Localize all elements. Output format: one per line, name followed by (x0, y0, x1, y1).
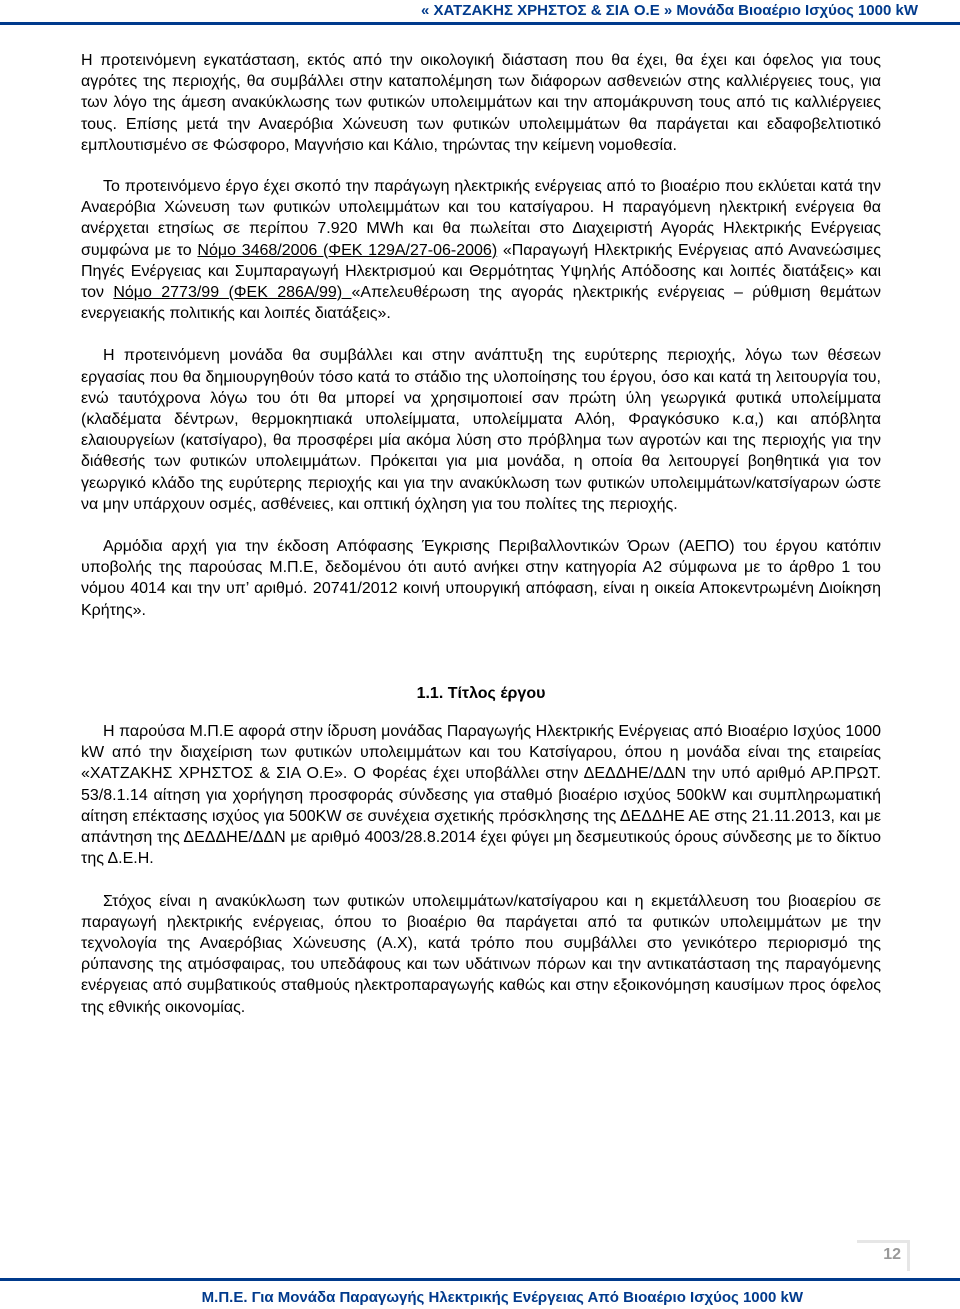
paragraph-2-text-c: «Απελευθέρωση της αγοράς ηλεκτρικής ενέργειας – ρύθμιση θεμάτων ενεργειακής πολιτικής και λοιπές διατάξεις». (81, 284, 882, 323)
law-2773-reference: Νόμο 2773/99 (ΦΕΚ 286Α/99) (113, 284, 352, 302)
footer-text: Μ.Π.Ε. Για Μονάδα Παραγωγής Ηλεκτρικής Ενέργειας Από Βιοαέριο Ισχύος 1000 kW (201, 1289, 803, 1306)
page-number-box (857, 1240, 910, 1271)
paragraph-2 (81, 176, 881, 324)
paragraph-5: Η παρούσα Μ.Π.Ε αφορά στην ίδρυση μονάδας Παραγωγής Ηλεκτρικής Ενέργειας από Βιοαέριο Ισχύος 1000 kW από την διαχείριση των φυτικών υπολειμμάτων και του Κατσίγαρου, όπου η μονάδα είναι της εταιρείας «ΧΑΤΖΑΚΗΣ ΧΡΗΣΤΟΣ & ΣΙΑ Ο.Ε». Ο Φορέας έχει υποβάλλει στην ΔΕΔΔΗΕ/ΔΔΝ την υπό αριθμό ΑΡ.ΠΡΩΤ. 53/8.1.14 αίτηση για χορήγηση προσφοράς σύνδεσης για σταθμό βιοαέριο ισχύος 500kW και συμπληρωματική αίτηση επέκτασης ισχύος για 500KW σε συνέχεια σχετικής πρόσκλησης της ΔΕΔΔΗΕ ΑΕ στης 21.11.2013, και με απάντηση της ΔΕΔΔΗΕ/ΔΔΝ με αριθμό 4003/28.8.2014 έχει φύγει μη δεσμευτικούς όρους σύνδεσης με το δίκτυο της Δ.Ε.Η. (81, 723, 881, 868)
paragraph-4: Αρμόδια αρχή για την έκδοση Απόφασης Έγκρισης Περιβαλλοντικών Όρων (ΑΕΠΟ) του έργου κατόπιν υποβολής της παρούσας Μ.Π.Ε, δεδομένου ότι αυτό ανήκει στην κατηγορία Α2 σύμφωνα με το άρθρο 1 του νόμου 4014 και την υπ’ αριθμό. 20741/2012 κοινή υπουργική απόφαση, είναι η οικεία Αποκεντρωμένη Διοίκηση Κρήτης». (81, 538, 881, 619)
paragraph-6: Στόχος είναι η ανακύκλωση των φυτικών υπολειμμάτων/κατσίγαρου και η εκμετάλλευση του βιοαερίου σε παραγωγή ηλεκτρικής ενέργειας, όπου το βιοαέριο θα παράγεται από τα φυτικών υπολειμμάτων με την τεχνολογία της Αναερόβιας Χώνευσης (Α.Χ), κατά τρόπο που συμβάλλει στο γενικότερο περιορισμό της ρύπανσης της ατμόσφαιρας, του υπεδάφους και των υδάτινων πόρων και την αντικατάσταση της παραγόμενης ενέργειας από συμβατικούς σταθμούς ηλεκτροπαραγωγής καθώς και στην εξοικονόμηση καυσίμων προς όφελος της εθνικής οικονομίας. (81, 892, 881, 1016)
document-body (81, 50, 881, 1018)
section-heading: 1.1. Τίτλος έργου (416, 684, 546, 702)
page-number: 12 (883, 1246, 901, 1263)
header-title: « ΧΑΤΖΑΚΗΣ ΧΡΗΣΤΟΣ & ΣΙΑ Ο.Ε » Μονάδα Βιοαέριο Ισχύος 1000 kW (421, 2, 918, 19)
paragraph-2-text-a: Το προτεινόμενο έργο έχει σκοπό την παράγωγη ηλεκτρικής ενέργειας από το βιοαέριο που εκλύεται κατά την Αναερόβια Χώνευση των φυτικών υπολειμμάτων και του κατσίγαρου. Η παραγόμενη ηλεκτρική ενέργεια θα ανέρχεται ετησίως σε περίπου 7.920 MWh και θα πωλείται στο Διαχειριστή Αγοράς Ηλεκτρικής Ενέργειας συμφώνα με το (81, 178, 881, 259)
paragraph-3: Η προτεινόμενη μονάδα θα συμβάλλει και στην ανάπτυξη της ευρύτερης περιοχής, λόγω των θέσεων εργασίας που θα δημιουργηθούν τόσο κατά το στάδιο της υλοποίησης του έργου, όσο και κατά τη λειτουργία του, ενώ ταυτόχρονα λόγω του ότι θα μπορεί να χρησιμοποιεί σαν πρώτη ύλη γεωργικά φυτικά υπολείμματα (κλαδέματα δέντρων, θερμοκηπιακά υπολείμματα, υπολείμματα Αλόη, Φραγκόσυκο κ.α,) και απόβλητα ελαιουργείων (κατσίγαρο), θα προσφέρει μία ακόμα λύση στο πρόβλημα των αγροτών και της περιοχής για την διάθεσής των φυτικών υπολειμμάτων. Πρόκειται για μια μονάδα, η οποία θα λειτουργεί βοηθητικά για τον γεωργικό κλάδο της ευρύτερης περιοχής και για την ανακύκλωση των φυτικών υπολειμμάτων/κατσίγαρων ώστε να μην υπάρχουν οσμές, ασθένειες, και οπτική όχληση για του πολίτες της περιοχής. (81, 347, 881, 513)
paragraph-1: Η προτεινόμενη εγκατάσταση, εκτός από την οικολογική διάσταση που θα έχει, θα έχει και όφελος για τους αγρότες της περιοχής, θα συμβάλλει στην καταπολέμηση των διάφορων ασθενειών στης καλλιέργειες τους, για των λόγο της άμεση ανακύκλωσης των φυτικών υπολειμμάτων και την απομάκρυνση τους από τις καλλιέργειες τους. Επίσης μετά την Αναερόβια Χώνευση των φυτικών υπολειμμάτων θα παράγεται και εδαφοβελτιοτικό εμπλουτισμένο σε Φώσφορο, Μαγνήσιο και Κάλιο, τηρώντας την κείμενη νομοθεσία. (81, 52, 881, 154)
paragraph-2-text-b: «Παραγωγή Ηλεκτρικής Ενέργειας από Ανανεώσιμες Πηγές Ενέργειας και Συμπαραγωγή Ηλεκτρισμού και Θερμότητας Υψηλής Απόδοσης και λοιπές διατάξεις» και τον (81, 241, 881, 302)
law-3468-reference: Νόμο 3468/2006 (ΦΕΚ 129Α/27-06-2006) (197, 241, 498, 259)
page-footer (0, 1278, 960, 1309)
page-header (0, 0, 960, 25)
